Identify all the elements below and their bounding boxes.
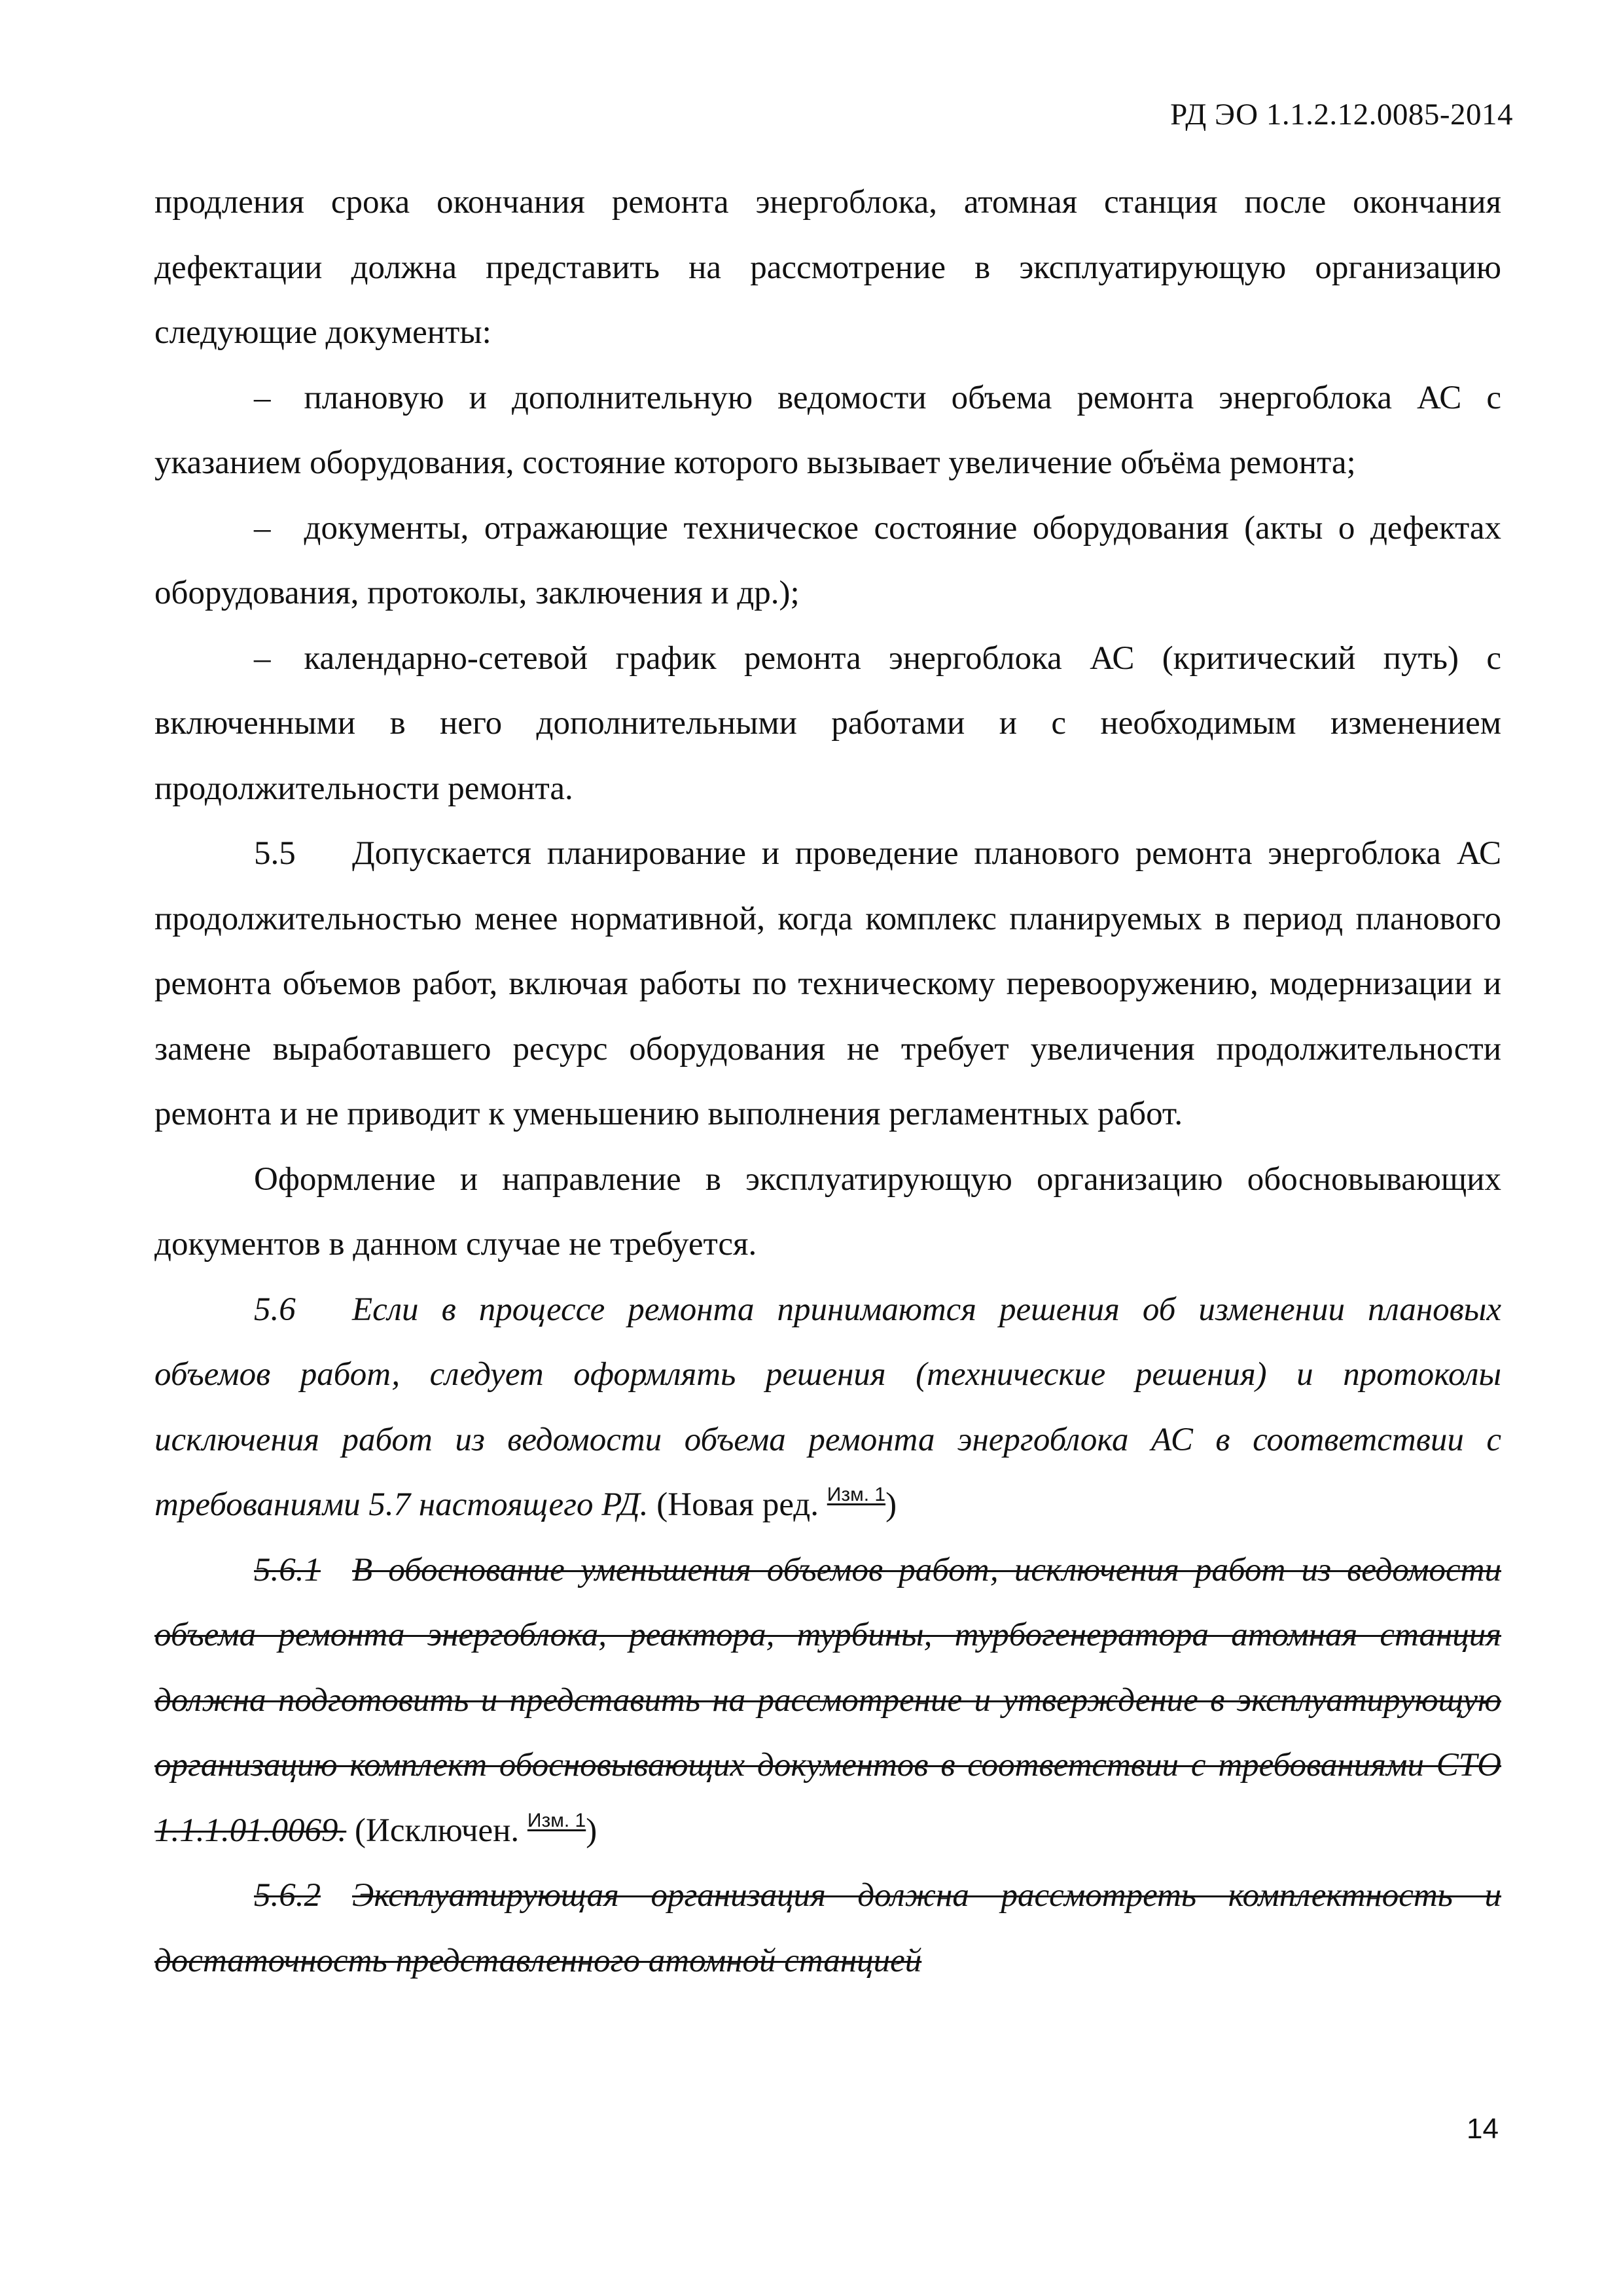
document-body [154,170,1501,1994]
section-5-6-status: (Новая ред. [656,1486,819,1523]
list-item-network-schedule: – календарно-сетевой график ремонта энергоблока АС (критический путь) с включенными в него дополнительными работами и с необходимым изменением продолжительности ремонта. [154,639,1501,807]
section-5-6-status-close: ) [885,1486,897,1523]
section-5-6-2-number: 5.6.2 [254,1877,321,1914]
change-reference-link[interactable]: Изм. 1 [527,1809,586,1831]
page-number: 14 [1467,2113,1499,2145]
section-5-6-2-text: Эксплуатирующая организация должна рассмотреть комплектность и достаточность представленного атомной станцией [154,1877,1501,1979]
document-code-header: РД ЭО 1.1.2.12.0085-2014 [1170,98,1513,132]
section-5-5-text: Допускается планирование и проведение планового ремонта энергоблока АС продолжительностью менее нормативной, когда комплекс планируемых в период планового ремонта объемов работ, включая работы по техническому перевооружению, модернизации и замене выработавшего ресурс оборудования не требует увеличения продолжительности ремонта и не приводит к уменьшению выполнения регламентных работ. [154,835,1501,1132]
section-5-6-1-text: В обоснование уменьшения объемов работ, исключения работ из ведомости объема ремонта энергоблока, реактора, турбины, турбогенератора атомная станция должна подготовить и представить на рассмотрение и утверждение в эксплуатирующую организацию комплект обосновывающих документов в соответствии с требованиями СТО 1.1.1.01.0069. [154,1551,1501,1849]
section-5-6-text: Если в процессе ремонта принимаются решения об изменении плановых объемов работ, следует оформлять решения (технические решения) и протоколы исключения работ из ведомости объема ремонта энергоблока АС в соответствии с требованиями 5.7 настоящего РД. [154,1291,1501,1523]
section-5-6-number: 5.6 [254,1291,296,1328]
list-item-technical-documents: – документы, отражающие техническое состояние оборудования (акты о дефектах оборудования, протоколы, заключения и др.); [154,509,1501,611]
change-reference-link[interactable]: Изм. 1 [827,1484,886,1505]
section-5-5-number: 5.5 [254,835,296,872]
section-5-6-1-status: (Исключен. [355,1812,520,1849]
section-5-5-note: Оформление и направление в эксплуатирующую организацию обосновывающих документов в данном случае не требуется. [154,1160,1501,1263]
section-5-6-1 [154,1538,1501,1864]
section-5-6-1-status-close: ) [586,1812,597,1849]
section-5-6-2 [154,1863,1501,1994]
list-item-plan-statements: – плановую и дополнительную ведомости объема ремонта энергоблока АС с указанием оборудования, состояние которого вызывает увеличение объёма ремонта; [154,379,1501,481]
section-5-5 [154,821,1501,1147]
section-5-6-1-number: 5.6.1 [254,1551,321,1588]
paragraph-continuation: продления срока окончания ремонта энергоблока, атомная станция после окончания дефектации должна представить на рассмотрение в эксплуатирующую организацию следующие документы: [154,184,1501,351]
section-5-6 [154,1278,1501,1538]
